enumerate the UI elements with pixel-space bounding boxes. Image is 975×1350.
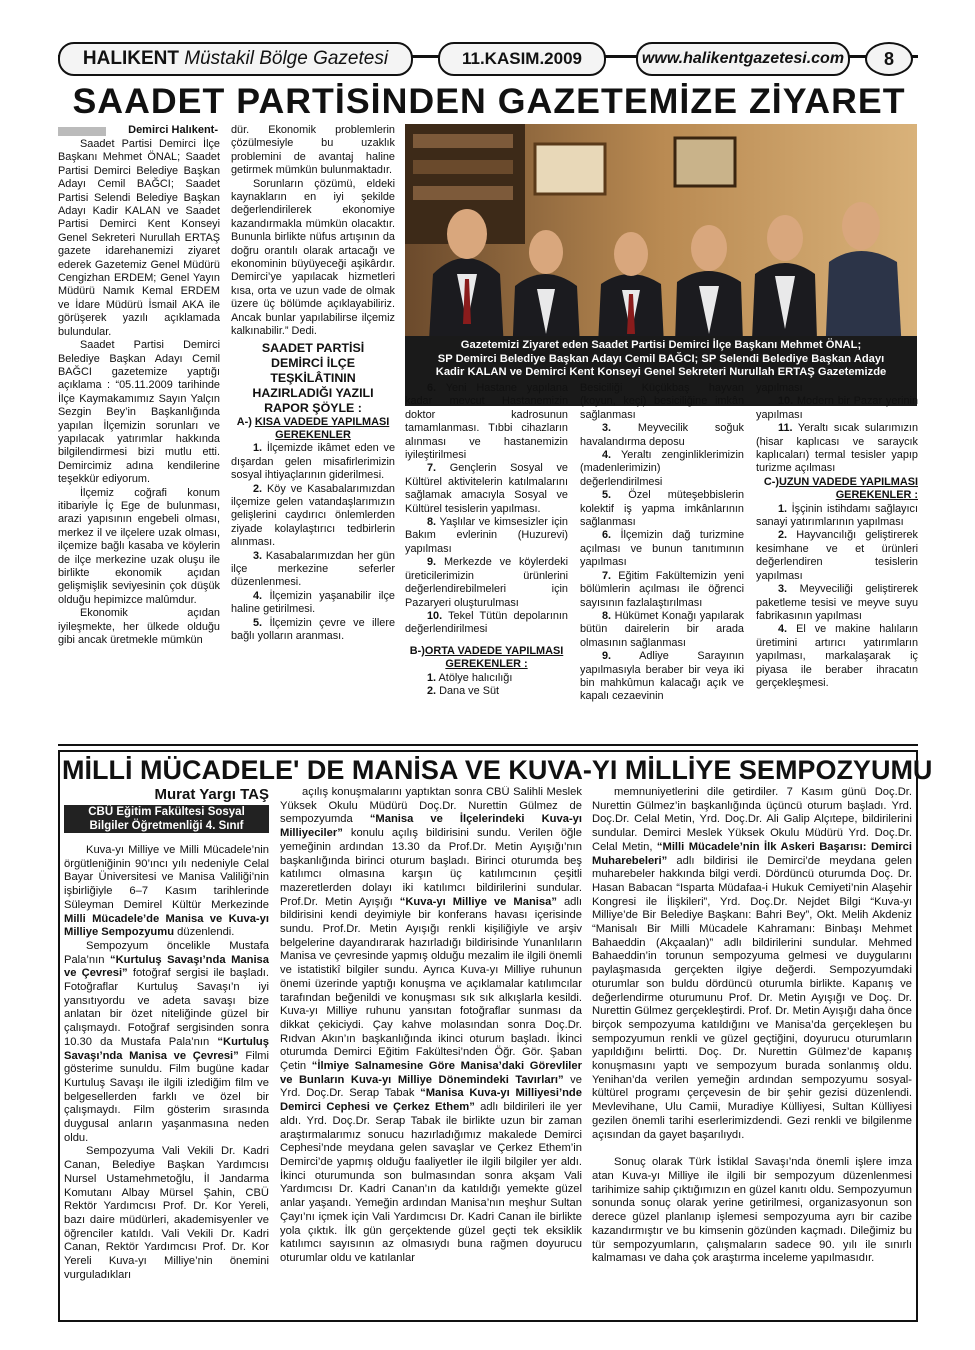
article1-col2-p2: Sorunların çözümü, eldeki kaynakların en iyi şekilde değerlendirilerek ekonomiye kazandırmakla mümkün olacaktır. Bununla birlikte nüfus artışının da doğru orantılı olarak artacağı ve ekonominin büyüyeceği aşikârdır. Demirci’ye yapılacak hizmetleri kısa, orta ve uzun vade de olmak üzere üç bölümde açıklayabiliriz. Ancak bunlar yapılabilirse ilçemiz kalkınabilir.” Dedi. bbox=[231, 177, 395, 338]
article1-byline-bar bbox=[58, 124, 220, 138]
article2-col1 bbox=[64, 786, 269, 1316]
article2-col2 bbox=[280, 786, 582, 1316]
page-number: 8 bbox=[865, 42, 913, 76]
article1-col5-intro: yapılması bbox=[756, 382, 803, 394]
list-item: 8. Hükümet Konağı yapılarak bütün dairelerin bir arada olmasının sağlanması bbox=[580, 609, 744, 649]
paper-name-bold: HALIKENT bbox=[82, 48, 179, 69]
article1-col1-p4: Ekonomik açıdan iyileşmekte, her ülkede olduğu gibi ancak üretmekle mümkün bbox=[58, 607, 220, 647]
article1-col1 bbox=[58, 124, 220, 736]
list-item: 7. Gençlerin Sosyal ve Kültürel aktivitelerin katılmalarını sağlamak amacıyla Sosyal ve Kültürel tesislerin yapılması. bbox=[405, 462, 568, 515]
list-item: 9. Adliye Sarayının yapılmasıyla beraber bir veya iki bin mahkûmun kalacağı açık ve kapalı cezaevinin bbox=[580, 650, 744, 703]
list-item: 4. Yeraltı zenginliklerimizin (madenlerimizin) değerlendirilmesi bbox=[580, 449, 744, 488]
list-item: 3. Kasabalarımızdan her gün ilçe merkezine seferler düzenlenmesi. bbox=[231, 549, 395, 589]
article2-author-title-2: Bilgiler Öğretmenliği 4. Sınıf bbox=[64, 819, 269, 833]
report-title-3: TEŞKİLÂTININ bbox=[270, 370, 356, 385]
list-item: 9. Merkezde ve köylerdeki üreticilerimizin ürünlerini değerlendirebilmeleri için Pazaryeri oluşturulması bbox=[405, 556, 568, 609]
list-item: 4. İlçemizin yaşanabilir ilçe haline getirilmesi. bbox=[231, 589, 395, 616]
section-a-heading: A-) KISA VADEDE YAPILMASI GEREKENLER bbox=[236, 415, 390, 441]
list-item: 2. Dana ve Süt bbox=[427, 684, 500, 697]
photo-caption-line-3: Kadir KALAN ve Demirci Kent Konseyi Genel Sekreteri Nurullah ERTAŞ Gazetemizde bbox=[435, 366, 887, 378]
report-title-2: DEMİRCİ İLÇE bbox=[271, 355, 355, 370]
masthead-paper-name bbox=[58, 42, 413, 76]
list-item: 3. Meyvecilik soğuk havalandırma deposu bbox=[580, 422, 744, 448]
list-item: 2. Hayvancılığı geliştirerek kesimhane ve et ürünleri değerlendiren tesislerin yapılması bbox=[756, 529, 918, 582]
list-item: 5. İlçemizin çevre ve illere bağlı yolların aranması. bbox=[231, 616, 395, 642]
article2-headline: MİLLİ MÜCADELE' DE MANİSA VE KUVA-YI MİLLİYE SEMPOZYUMU bbox=[62, 755, 933, 785]
list-item: 5. Özel müteşebbislerin kolektif iş yapma imkânlarının sağlanması bbox=[580, 489, 744, 529]
section-c-heading: C-)UZUN VADEDE YAPILMASI GEREKENLER : bbox=[763, 475, 918, 502]
article1-col4-intro: Besiciliği Küçükbaş hayvan (koyun, keçi) besiciliğine imkân sağlanması bbox=[580, 382, 744, 421]
list-item: 2. Köy ve Kasabalarımızdan ilçemize gelen vatandaşlarımızın gelişlerini caydırıcı önlemlerden ziyade kolaylaştırıcı tedbirlerin alınması. bbox=[231, 482, 395, 549]
article1-col3 bbox=[405, 382, 568, 738]
article1-col5 bbox=[756, 382, 918, 738]
list-item: 10. Modern bir Pazar yerinin yapılması bbox=[756, 395, 918, 421]
list-item: 1. Atölye halıcılığı bbox=[427, 671, 513, 684]
report-title-1: SAADET PARTİSİ bbox=[261, 340, 365, 355]
article-divider bbox=[58, 744, 918, 746]
article1-col2 bbox=[231, 124, 395, 736]
list-item: 11. Yeraltı sıcak sularımızın (hisar kaplıcası ve saraycık kaplıcaları) termal tesisler yapıp turizme açılması bbox=[756, 422, 918, 475]
paragraph: Sonuç olarak Türk İstiklal Savaşı’nda önemli işlere imza atan Kuva-yı Milliye ile ilgili bir sempozyum düzenlenmesi tarihimize sahip çıktığımızın en güzel kanıtı oldu. Sempozyumun sonunda sonuç olarak yerine getirilmesi, organizasyonun son derece güzel planlanıp işlemesi sempozyuma ayrı bir cazibe kazandırmıştır ve bu kimsenin gözünden kaçmadı. Dileğimiz bu tür sempozyumların, çalışmaların sadece 90. yılı ile sınırlı kalmaması ve daha çok araştırma inceleme yapılmasıdır. bbox=[592, 1156, 912, 1265]
report-title-4: HAZIRLADIĞI YAZILI bbox=[252, 385, 374, 400]
list-item: 4. El ve makine halıların üretimini artırıcı yatırımların yapılması, markalaşarak iç piyasa ile beraber ihracatın gerçekleşmesi. bbox=[756, 623, 918, 689]
article2-author-title-1: CBÜ Eğitim Fakültesi Sosyal bbox=[64, 805, 269, 819]
report-title-5: RAPOR ŞÖYLE : bbox=[264, 400, 362, 415]
article1-byline: Demirci Halıkent- bbox=[125, 124, 218, 137]
paragraph: açılış konuşmalarını yaptıktan sonra CBÜ Salihli Meslek Yüksek Okulu Müdürü Doç.Dr. Nurettin Gülmez de sempozyumda “Manisa ve İlçelerindeki Kuva-yı Milliyeciler” konulu açılış bildirisini sundu. Verilen öğle yemeğinin ardından 13.30 da Prof.Dr. Metin Ayışığı’nın başkanlığında birinci oturum başladı. Birinci oturumda beş katılımcı olmasına karşın üç katılımcının çeşitli mazeretlerden dolayı iki katılımcı bildirilerini sundular. Prof.Dr. Metin Ayışığı “Kuva-yı Milliye ve Manisa” adlı bildirisini kendi deyimiyle bir konferans havası içerisinde sundu. Prof.Dr. Metin Ayışığı renkli kişiliğiyle ve arşiv belgelerine dayandırarak hazırladığı bildirisinde Yunanlıların Manisa ve çevresinde yapmış olduğu mezalim ile ilgili önemli ve istatistikî bilgiler sundu. Ayrıca Kuva-yı Milliye ruhunun önemi üzerinde yaptığı konuşma ve açıklamalar katılımcılar tarafından beğenildi ve konuşması sık sık alkışlarla kesildi. Kuva-yı Milliye ruhunu yansıtan fotoğraflar sunması da dikkat çekiciydi. Çay kahve molasından sonra Doç.Dr. Rıdvan Akın’ın başkanlığında ikinci oturum başladı. İkinci oturumda Demirci Eğitim Fakültesi’nden Öğr. Gör. Şaban Çetin “İlmiye Salnamesine Göre Manisa’daki Görevliler ve Bunların Kuva-yı Milliye Dönemindeki Tavırları” ve Yrd. Doç.Dr. Serap Tabak “Manisa Kuva-yı Milliyesi’nde Demirci Cephesi ve Çerkez Ethem” adlı bildirileri ile yer aldı. Yrd. Doç.Dr. Serap Tabak ile birlikte uzun bir zaman araştırmalarımız sonucu hazırladığımız makalede Demirci Cephesi’nde meydana gelen savaşlar ve Çerkez Ethem’in Demirci’de yapmış olduğu faaliyetler ile ilgili bilgiler yer aldı. İkinci oturumunda son bulmasından sonra akşam Vali Yardımcısı Dr. Kadri Canan’ın da katıldığı yemekte güzel anlar yaşandı. Yemeğin ardından Manisa’nın meşhur Sultan Çayı’nı içmek için Vali Yardımcısı Dr. Kadri Canan ile birlikte yola çıktık. İlk gün gerçektende güzel geçti tek eksiklik katılımcı sayısının az olmasıydı buna rağmen doyurucu oturumlar oldu ve katılanlar bbox=[280, 786, 582, 1264]
paragraph: memnuniyetlerini dile getirdiler. 7 Kasım günü Doç.Dr. Nurettin Gülmez’in başkanlığında üçüncü oturum başladı. Yrd. Doç.Dr. Celal Metin, Yrd. Doç.Dr. Ali Galip Alçıtepe, bildirilerini sundular. Demirci Meslek Yüksek Okulu Müdürü Yrd. Doç.Dr. Celal Metin, “Milli Mücadele’nin İlk Askeri Başarısı: Demirci Muharebeleri” adlı bildirisi ile Demirci’de meydana gelen muharebeler hakkında bilgi verdi. Dördüncü oturumda Doç. Dr. Hasan Babacan “Isparta Müdafaa-i Hukuk Cemiyeti’nin Alaşehir Kongresi ile İlişkileri”, Yrd. Doç.Dr. Nejdet Bilgi “Kuva-yı Milliye’de Bir Belediye Başkanı: Bahri Bey”, Okt. Melih Akdeniz “Manisalı Bir Milli Mücadele Kahramanı: Binbaşı Mehmet Bahaeddin (Akçaalan)” adlı bildirilerini sundular. Mehmed Bahaeddin’in torunun sempozyuma gelmesi ve duygularını paylaşmasıda gerçekten ilgiye değerdi. Sempozyumdaki oturumlar son buldu dördüncü oturumla birlikte. Kapanış ve değerlendirme oturumunu Prof. Dr. Metin Ayışığı ve Doç. Dr. Nurettin Gülmez gerçekleştirdi. Prof. Dr. Metin Ayışığı daha önce birçok sempozyuma katıldığını ve Manisa’da gerçekleşen bu sempozyumun renkli ve güzel geçtiğini, doyurucu oturumların yapıldığını belirtti. Doç. Dr. Nurettin Gülmez’de kapanış konuşmasını yaptı ve sempozyum burada sonlanmış oldu. Yenihan’da verilen yemeğin ardından sempozyumu sosyal-kültürel programı çerçevesin de bir şehir gezisi düzenlendi. Mevlevihane, Ulu Camii, Muradiye Külliyesi, Sultan Külliyesi gezilen önemli tarihi eserlerimizdendi. Gezi renkli ve bilgilenme açısından da gayet başarılıydı. bbox=[592, 786, 912, 1141]
masthead-date: 11.KASIM.2009 bbox=[438, 42, 606, 76]
paragraph: Sempozyuma Vali Vekili Dr. Kadri Canan, Belediye Başkan Yardımcısı Nursel Ustamehmetoğlu, İl Jandarma Komutanı Albay Mürsel Şahin, CBÜ Rektör Yardımcısı Prof. Dr. Kor Yereli, bazı daire müdürleri, akademisyenler ve öğrenciler katıldı. Vali Vekili Dr. Kadri Canan, Rektör Yardımcısı Prof. Dr. Kor Yereli Kuva-yı Milliye’nin önemini vurguladıkları bbox=[64, 1145, 269, 1281]
list-item: 1. İlçemizde ikâmet eden ve dışardan gelen misafirlerimizin sosyal ihtiyaçlarının giderilmesi. bbox=[231, 442, 395, 482]
list-item: 7. Eğitim Fakültemizin yeni bölümlerin açılması ile öğrenci sayısının fazlalaştırılması bbox=[580, 569, 744, 609]
photo-caption-line-1: Gazetemizi Ziyaret eden Saadet Partisi Demirci İlçe Başkanı Mehmet ÖNAL; bbox=[460, 339, 862, 351]
list-item: 1. İşçinin istihdamı sağlayıcı sanayi yatırımlarının yapılması bbox=[756, 502, 918, 529]
article1-col1-p2: Saadet Partisi Demirci Belediye Başkan Adayı Cemil BAĞCI gazetemize yaptığı açıklama : “05.11.2009 tarihinde İlçe Kaymakamımız Sayın Yalçın Sezgin Bey’in Başkanlığında yapılan İlçemizin sorunları ve yapılacak yatırımlar hakkında bilgilendirmesi bizi mutlu etti. Demircimiz adına kendilerine teşekkür ediyorum. bbox=[58, 339, 220, 486]
article1-headline: SAADET PARTİSİNDEN GAZETEMİZE ZİYARET bbox=[72, 82, 906, 121]
list-item: 6. Yeni Hastane yapılana kadar mevcut Hastanemizin doktor kadrosunun tamamlanması. Tıbbi cihazların alınması ve hastanemizin iyileştirilmesi bbox=[405, 382, 568, 462]
photo-caption-line-2: SP Demirci Belediye Başkan Adayı Cemil BAĞCI; SP Selendi Belediye Başkan Adayı bbox=[437, 352, 885, 365]
article1-col2-p1: dür. Ekonomik problemlerin çözülmesiyle bu uzaklık problemini de avantaj haline getirmek mümkün bulunmaktadır. bbox=[231, 124, 395, 177]
article1-col1-p3: İlçemiz coğrafi konum itibariyle İç Ege de bulunması, arazi yapısının engebeli olması, merkez il ve ilçelere uzak olması, ilçemize bağlı kasaba ve köylerin de ilçe merkezine uzak oluşu ile birlikte ekonomik açıdan gelişmişlik seviyesinin çok düşük olduğu hepimizce malûmdur. bbox=[58, 486, 220, 606]
list-item: 3. Meyveciliği geliştirerek paketleme tesisi ve meyve suyu fabrikasının yapılması bbox=[756, 583, 918, 622]
article2-author: Murat Yargı TAŞ bbox=[154, 786, 269, 803]
list-item: 6. İlçemizin dağ turizmine açılması ve bunun tanıtımının yapılması bbox=[580, 529, 744, 569]
paragraph: Kuva-yı Milliye ve Milli Mücadele’nin örgütleniğinin 90’ıncı yılı nedeniyle Celal Bayar Üniversitesi ve Manisa Valiliği’nin işbirliğiyle 6–7 Kasım tarihlerinde Süleyman Demirel Kültür Merkezinde Milli Mücadele’de Manisa ve Kuva-yı Milliye Sempozyumu düzenlendi. bbox=[64, 844, 269, 939]
paper-name-rest: Müstakil Bölge Gazetesi bbox=[184, 48, 389, 69]
article1-col1-p1: Saadet Partisi Demirci İlçe Başkanı Mehmet ÖNAL; Saadet Partisi Demirci Belediye Başkan Adayı Cemil BAĞCI; Saadet Partisi Selendi Belediye Başkan Adayı Kadir KALAN ve Saadet Partisi Demirci Kent Konseyi Genel Sekreteri Nurullah ERTAŞ gazete idarehanemizi ziyaret ederek Gazetemiz Genel Müdürü Cengizhan ERDEM; Genel Yayın Müdürü Namık Kemal ERDEM ve İdare Müdürü İsmail AKA ile görüşerek yazılı açıklamada bulundular. bbox=[58, 138, 220, 338]
article2-col3 bbox=[592, 786, 912, 1316]
list-item: 8. Yaşlılar ve kimsesizler için Bakım evlerinin (Huzurevi) yapılması bbox=[405, 516, 568, 555]
article1-col4 bbox=[580, 382, 744, 738]
list-item: 10. Tekel Tütün depolarının değerlendirilmesi bbox=[405, 609, 568, 636]
paragraph: Sempozyum öncelikle Mustafa Pala’nın “Kurtuluş Savaşı’nda Manisa ve Çevresi” fotoğraf sergisi ile başladı. Fotoğraflar Kurtuluş Savaşı’n iyi yansıtıyordu ve adeta savaşı bize anlatan bir özet niteliğinde güzel bir çalışmaydı. Fotoğraf sergisinden sonra 10.30 da Mustafa Pala’nın “Kurtuluş Savaşı’nda Manisa ve Çevresi” Filmi gösterime sunuldu. Film bugüne kadar Kurtuluş Savaşı ile ilgili izlediğim film ve belgesellerden farklı ve özel bir çalışmaydı. Film gösterim sırasında duygusal anların yaşanmasına neden oldu. bbox=[64, 939, 269, 1144]
section-b-heading: B-)ORTA VADEDE YAPILMASI GEREKENLER : bbox=[409, 644, 564, 671]
masthead-website[interactable]: www.halikentgazetesi.com bbox=[636, 42, 850, 76]
